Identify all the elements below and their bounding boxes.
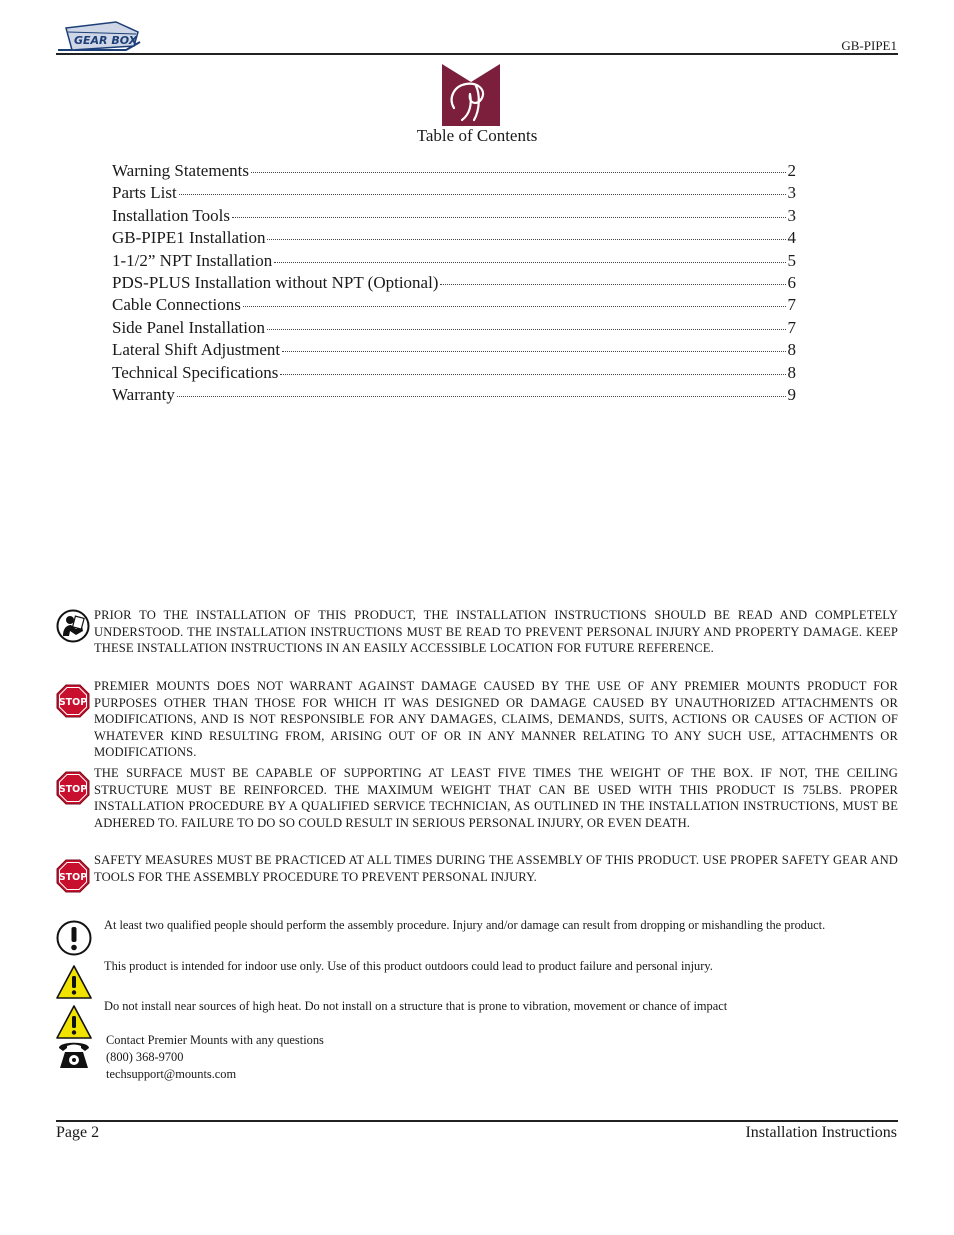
toc-entry[interactable] <box>112 295 796 317</box>
toc-entry-page: 4 <box>787 228 796 248</box>
toc-entry-page: 7 <box>787 317 796 337</box>
toc-leader-dots <box>440 284 785 285</box>
toc-leader-dots <box>267 329 786 330</box>
toc-entry[interactable] <box>112 251 796 273</box>
toc-entry[interactable] <box>112 161 796 183</box>
toc-entry-page: 2 <box>787 161 796 180</box>
note <box>56 917 898 934</box>
stop-sign-label: STOP <box>58 784 88 795</box>
note-text: Do not install near sources of high heat. Do not install on a structure that is prone to vibration, movement or chance of impact <box>104 999 728 1013</box>
toc-entry-page: 3 <box>787 183 796 203</box>
contact-block <box>56 1032 898 1083</box>
toc-entry-label: Technical Specifications <box>112 362 279 382</box>
toc-leader-dots <box>282 351 785 352</box>
toc-leader-dots <box>274 262 785 263</box>
warning-text: PRIOR TO THE INSTALLATION OF THIS PRODUCT, THE INSTALLATION INSTRUCTIONS SHOULD BE READ AND COMPLETELY UNDERSTOOD. THE INSTALLATION INSTRUCTIONS MUST BE READ TO PREVENT PERSONAL INJURY AND PROPERTY DAMAGE. KEEP THESE INSTALLATION INSTRUCTIONS IN AN EASILY ACCESSIBLE LOCATION FOR FUTURE REFERENCE. <box>94 608 898 656</box>
toc-entry-label: Warning Statements <box>112 161 249 180</box>
exclamation-circle-icon <box>56 920 92 956</box>
toc-leader-dots <box>267 239 785 240</box>
contact-email: techsupport@mounts.com <box>106 1067 237 1081</box>
toc-leader-dots <box>280 374 785 375</box>
stop-sign-icon <box>56 684 90 718</box>
toc-entry-page: 8 <box>787 340 796 360</box>
warning-statement <box>56 607 898 657</box>
table-of-contents <box>112 161 796 407</box>
header-rule <box>56 53 898 55</box>
toc-entry[interactable] <box>112 206 796 228</box>
toc-leader-dots <box>243 306 786 307</box>
premier-mounts-logo-icon <box>440 64 502 126</box>
contact-line: Contact Premier Mounts with any questions <box>106 1033 324 1047</box>
toc-entry-page: 6 <box>787 272 796 292</box>
warning-statement <box>56 765 898 831</box>
telephone-icon <box>56 1036 92 1072</box>
note-text: This product is intended for indoor use only. Use of this product outdoors could lead to product failure and personal injury. <box>104 959 713 973</box>
toc-entry-page: 9 <box>787 384 796 404</box>
note <box>56 998 898 1015</box>
warning-text: THE SURFACE MUST BE CAPABLE OF SUPPORTING AT LEAST FIVE TIMES THE WEIGHT OF THE BOX. IF NOT, THE CEILING STRUCTURE MUST BE REINFORCED. THE MAXIMUM WEIGHT THAT CAN BE USED WITH THIS PRODUCT IS 75LBS. PROPER INSTALLATION PROCEDURE BY A QUALIFIED SERVICE TECHNICIAN, AS OUTLINED IN THE INSTALLATION INSTRUCTIONS, MUST BE ADHERED TO. FAILURE TO DO SO COULD RESULT IN SERIOUS PERSONAL INJURY, OR EVEN DEATH. <box>94 766 898 830</box>
warning-text: PREMIER MOUNTS DOES NOT WARRANT AGAINST DAMAGE CAUSED BY THE USE OF ANY PREMIER MOUNTS PRODUCT FOR PURPOSES OTHER THAN THOSE FOR WHICH IT WAS DESIGNED OR DAMAGE CAUSED BY UNAUTHORIZED ATTACHMENTS OR MODIFICATIONS, AND IS NOT RESPONSIBLE FOR ANY DAMAGES, CLAIMS, DEMANDS, SUITS, ACTIONS OR CAUSES OF ACTION OF WHATEVER KIND RESULTING FROM, ARISING OUT OF OR IN ANY MANNER RELATING TO ANY SUCH USE, ATTACHMENTS OR MODIFICATIONS. <box>94 679 898 760</box>
warning-statement <box>56 678 898 761</box>
toc-leader-dots <box>177 396 786 397</box>
toc-entry-label: PDS-PLUS Installation without NPT (Optional) <box>112 272 439 292</box>
toc-entry-label: Lateral Shift Adjustment <box>112 340 281 360</box>
toc-title: Table of Contents <box>416 126 538 145</box>
note-text: At least two qualified people should perform the assembly procedure. Injury and/or damage can result from dropping or mishandling the product. <box>104 918 826 932</box>
toc-entry-label: Side Panel Installation <box>112 317 265 337</box>
toc-entry-label: Parts List <box>112 183 177 203</box>
toc-entry-page: 3 <box>787 205 796 225</box>
toc-entry-label: Installation Tools <box>112 205 230 225</box>
gearbox-logo <box>56 20 142 56</box>
toc-entry-label: GB-PIPE1 Installation <box>112 228 266 248</box>
toc-entry[interactable] <box>112 183 796 205</box>
toc-entry[interactable] <box>112 385 796 407</box>
toc-entry[interactable] <box>112 273 796 295</box>
footer-doc-type: Installation Instructions <box>745 1124 897 1141</box>
stop-sign-label: STOP <box>58 872 88 883</box>
stop-sign-label: STOP <box>58 697 88 708</box>
caution-triangle-icon <box>56 964 92 1000</box>
warning-text: SAFETY MEASURES MUST BE PRACTICED AT ALL TIMES DURING THE ASSEMBLY OF THIS PRODUCT. USE PROPER SAFETY GEAR AND TOOLS FOR THE ASSEMBLY PROCEDURE TO PREVENT PERSONAL INJURY. <box>94 853 898 884</box>
toc-leader-dots <box>232 217 786 218</box>
note <box>56 958 898 975</box>
toc-leader-dots <box>179 194 786 195</box>
toc-entry[interactable] <box>112 340 796 362</box>
toc-leader-dots <box>251 172 786 173</box>
toc-entry-page: 7 <box>787 295 796 315</box>
toc-entry-label: Cable Connections <box>112 295 241 315</box>
stop-sign-icon <box>56 771 90 805</box>
footer-rule <box>56 1120 898 1122</box>
svg-text:GEAR BOX: GEAR BOX <box>74 34 138 47</box>
toc-entry-page: 5 <box>787 250 796 270</box>
toc-entry[interactable] <box>112 318 796 340</box>
read-manual-icon <box>56 609 90 643</box>
page-number: Page 2 <box>56 1124 100 1141</box>
product-code: GB-PIPE1 <box>841 38 897 53</box>
toc-entry-label: Warranty <box>112 384 175 404</box>
stop-sign-icon <box>56 859 90 893</box>
contact-phone: (800) 368-9700 <box>106 1050 184 1064</box>
toc-entry-label: 1-1/2” NPT Installation <box>112 250 273 270</box>
warning-statement <box>56 852 898 885</box>
toc-entry-page: 8 <box>787 362 796 382</box>
toc-entry[interactable] <box>112 363 796 385</box>
toc-entry[interactable] <box>112 228 796 250</box>
